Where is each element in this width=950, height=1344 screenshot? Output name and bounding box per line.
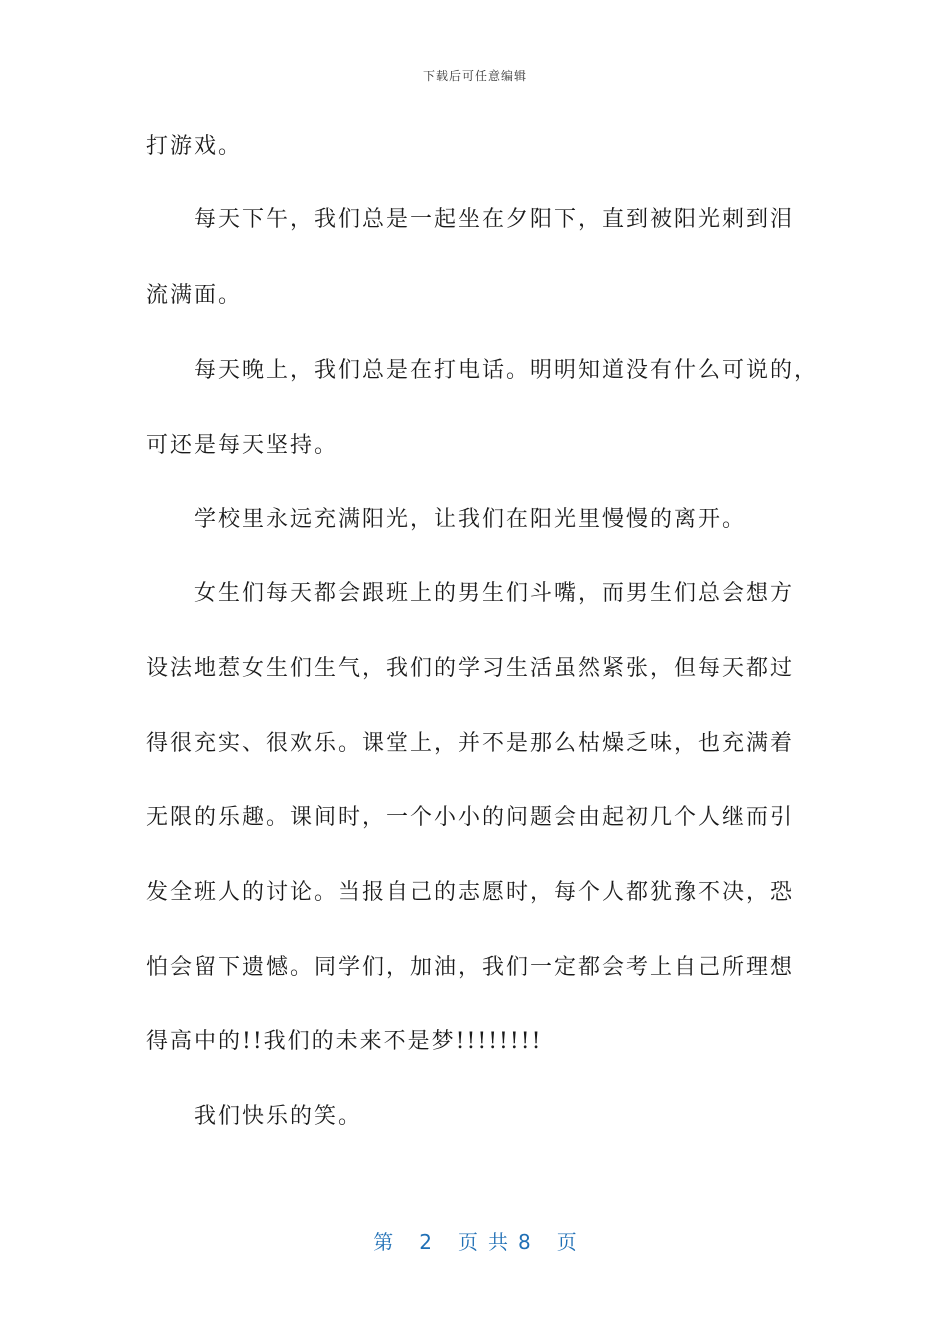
body-line: 可还是每天坚持。 <box>146 433 339 458</box>
page-suffix: 页 <box>458 1230 478 1254</box>
page-word: 第 <box>373 1230 394 1254</box>
body-line: 打游戏。 <box>146 134 243 159</box>
body-line: 每天晚上，我们总是在打电话。明明知道没有什么可说的， <box>146 358 819 383</box>
total-suffix: 页 <box>556 1230 577 1254</box>
page-number: 2 <box>419 1230 432 1254</box>
total-word: 共 <box>488 1230 508 1254</box>
page-footer <box>0 1226 950 1255</box>
body-line: 学校里永远充满阳光，让我们在阳光里慢慢的离开。 <box>146 507 747 532</box>
body-line: 女生们每天都会跟班上的男生们斗嘴，而男生们总会想方 <box>146 581 795 606</box>
body-line: 我们快乐的笑。 <box>146 1104 363 1129</box>
body-line: 设法地惹女生们生气，我们的学习生活虽然紧张，但每天都过 <box>146 656 795 681</box>
body-line: 得高中的!!我们的未来不是梦!!!!!!!! <box>146 1029 543 1054</box>
body-line: 怕会留下遗憾。同学们，加油，我们一定都会考上自己所理想 <box>146 955 795 980</box>
body-line: 无限的乐趣。课间时，一个小小的问题会由起初几个人继而引 <box>146 805 795 830</box>
body-line: 流满面。 <box>146 283 243 308</box>
body-line: 发全班人的讨论。当报自己的志愿时，每个人都犹豫不决，恐 <box>146 880 795 905</box>
total-pages: 8 <box>518 1230 531 1254</box>
page-header-note: 下载后可任意编辑 <box>422 69 527 83</box>
body-line: 每天下午，我们总是一起坐在夕阳下，直到被阳光刺到泪 <box>146 207 795 232</box>
body-line: 得很充实、很欢乐。课堂上，并不是那么枯燥乏味，也充满着 <box>146 731 795 756</box>
